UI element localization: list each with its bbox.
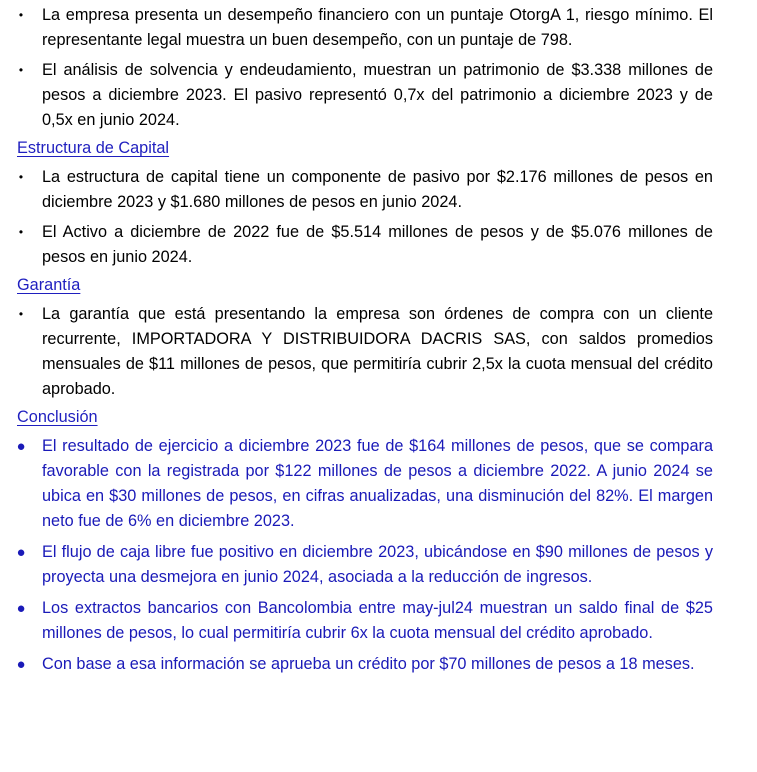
bullet-dot-icon: ●: [16, 438, 26, 455]
bullet-dot-icon: •: [18, 8, 24, 22]
section-heading-capital-structure[interactable]: [17, 136, 757, 160]
list-item-credit-approval: [0, 652, 757, 677]
list-item-text: La garantía que está presentando la empresa son órdenes de compra con un cliente recurrente, IMPORTADORA Y DISTRIBUIDORA DACRIS SAS, con saldos promedios mensuales de $11 millones de pesos, que permitiría cubrir 2,5x la cuota mensual del crédito aprobado.: [42, 305, 713, 398]
section-heading-conclusion[interactable]: [17, 405, 757, 429]
list-item-text: El resultado de ejercicio a diciembre 2023 fue de $164 millones de pesos, que se compara favorable con la registrada por $122 millones de pesos a diciembre 2022. A junio 2024 se ubica en $30 millones de pesos, en cifras anualizadas, una disminución del 82%. El margen neto fue de 6% en diciembre 2023.: [42, 437, 713, 530]
list-item-liabilities: [0, 165, 757, 215]
list-item-net-result: [0, 434, 757, 534]
list-item-assets: [0, 220, 757, 270]
guarantee-bullet-list: [0, 302, 757, 402]
bullet-dot-icon: •: [18, 63, 24, 77]
list-item-text: El Activo a diciembre de 2022 fue de $5.514 millones de pesos y de $5.076 millones de pesos en junio 2024.: [42, 223, 713, 266]
list-item-bank-statements: [0, 596, 757, 646]
list-item-guarantee: [0, 302, 757, 402]
list-item-text: El flujo de caja libre fue positivo en diciembre 2023, ubicándose en $90 millones de pesos y proyecta una desmejora en junio 2024, asociada a la reducción de ingresos.: [42, 543, 713, 586]
list-item-solvency: [0, 58, 757, 133]
section-heading-guarantee[interactable]: [17, 273, 757, 297]
intro-bullet-list: [0, 3, 757, 133]
capital-structure-bullet-list: [0, 165, 757, 270]
section-heading-text[interactable]: Estructura de Capital: [17, 139, 170, 157]
section-heading-text[interactable]: Garantía: [17, 276, 81, 294]
list-item-text: Con base a esa información se aprueba un crédito por $70 millones de pesos a 18 meses.: [42, 655, 695, 673]
bullet-dot-icon: ●: [16, 600, 26, 617]
bullet-dot-icon: ●: [16, 656, 26, 673]
bullet-dot-icon: •: [18, 170, 24, 184]
bullet-dot-icon: •: [18, 307, 24, 321]
list-item-text: La estructura de capital tiene un componente de pasivo por $2.176 millones de pesos en diciembre 2023 y $1.680 millones de pesos en junio 2024.: [42, 168, 713, 211]
list-item-cash-flow: [0, 540, 757, 590]
list-item-text: La empresa presenta un desempeño financiero con un puntaje OtorgA 1, riesgo mínimo. El representante legal muestra un buen desempeño, con un puntaje de 798.: [42, 6, 713, 49]
bullet-dot-icon: ●: [16, 544, 26, 561]
document-page: [0, 3, 757, 683]
list-item-text: Los extractos bancarios con Bancolombia entre may-jul24 muestran un saldo final de $25 millones de pesos, lo cual permitiría cubrir 6x la cuota mensual del crédito aprobado.: [42, 599, 713, 642]
section-heading-text[interactable]: Conclusión: [17, 408, 98, 426]
conclusion-bullet-list: [0, 434, 757, 677]
list-item-financial-performance: [0, 3, 757, 53]
bullet-dot-icon: •: [18, 225, 24, 239]
list-item-text: El análisis de solvencia y endeudamiento, muestran un patrimonio de $3.338 millones de pesos a diciembre 2023. El pasivo representó 0,7x del patrimonio a diciembre 2023 y de 0,5x en junio 2024.: [42, 61, 713, 129]
